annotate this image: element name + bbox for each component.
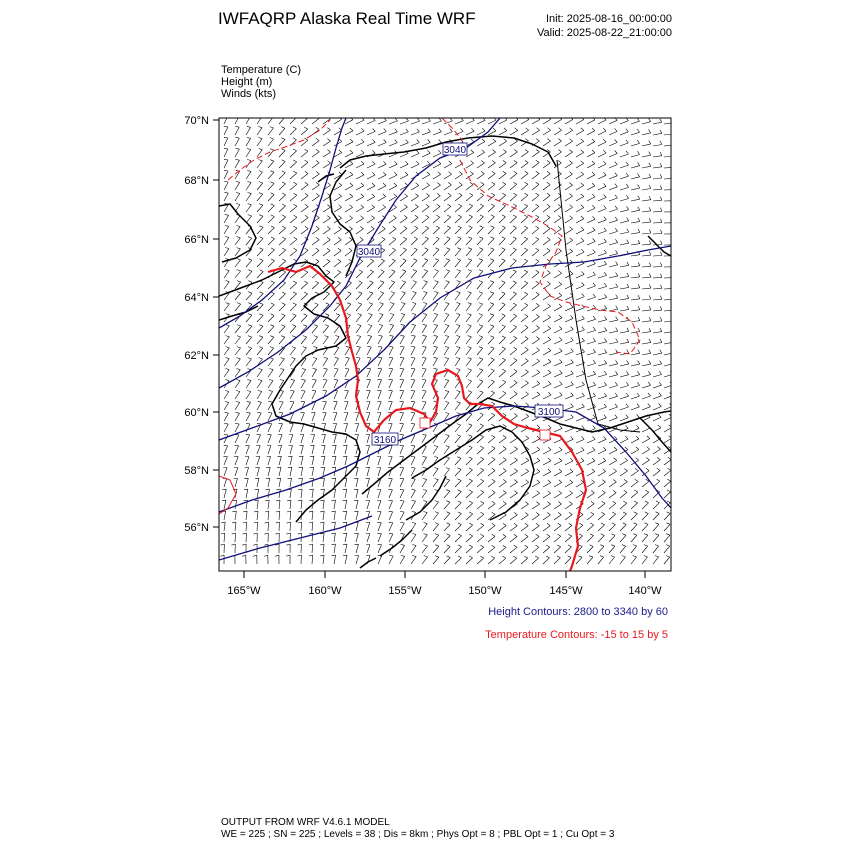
lat-label: 64°N	[184, 292, 209, 304]
lon-label: 145°W	[549, 585, 583, 597]
field-winds: Winds (kts)	[221, 88, 276, 100]
contour-label-group	[357, 143, 563, 446]
wind-barbs	[220, 115, 673, 564]
lon-label: 160°W	[308, 585, 342, 597]
init-time: Init: 2025-08-16_00:00:00	[546, 13, 672, 25]
contour-label: 3160	[373, 435, 397, 446]
contour-label: 3040	[357, 247, 381, 258]
chart-title: IWFAQRP Alaska Real Time WRF	[218, 9, 476, 28]
lon-label: 150°W	[468, 585, 502, 597]
contour-label: 3040	[443, 145, 467, 156]
lon-label: 155°W	[388, 585, 422, 597]
longitude-axis	[244, 571, 645, 578]
latitude-axis	[213, 120, 219, 527]
lat-label: 60°N	[184, 407, 209, 419]
lat-label: 56°N	[184, 522, 209, 534]
wind-barb-field	[220, 115, 673, 564]
field-temperature: Temperature (C)	[221, 64, 302, 76]
valid-time: Valid: 2025-08-22_21:00:00	[537, 27, 672, 39]
field-height: Height (m)	[221, 76, 273, 88]
lat-label: 70°N	[184, 115, 209, 127]
height-contours-legend: Height Contours: 2800 to 3340 by 60	[488, 606, 668, 618]
coastline	[219, 136, 671, 568]
border-line	[557, 160, 598, 424]
lat-label: 66°N	[184, 234, 209, 246]
lon-label: 165°W	[227, 585, 261, 597]
lon-label: 140°W	[628, 585, 662, 597]
temperature-contours-legend: Temperature Contours: -15 to 15 by 5	[485, 629, 668, 641]
lat-label: 62°N	[184, 350, 209, 362]
lat-label: 68°N	[184, 175, 209, 187]
contour-label: 3100	[537, 407, 561, 418]
height-contours	[219, 118, 671, 560]
lat-label: 58°N	[184, 465, 209, 477]
model-settings: WE = 225 ; SN = 225 ; Levels = 38 ; Dis = 8km ; Phys Opt = 8 ; PBL Opt = 1 ; Cu Opt = 3	[221, 829, 615, 840]
model-info: OUTPUT FROM WRF V4.6.1 MODEL	[221, 817, 390, 828]
